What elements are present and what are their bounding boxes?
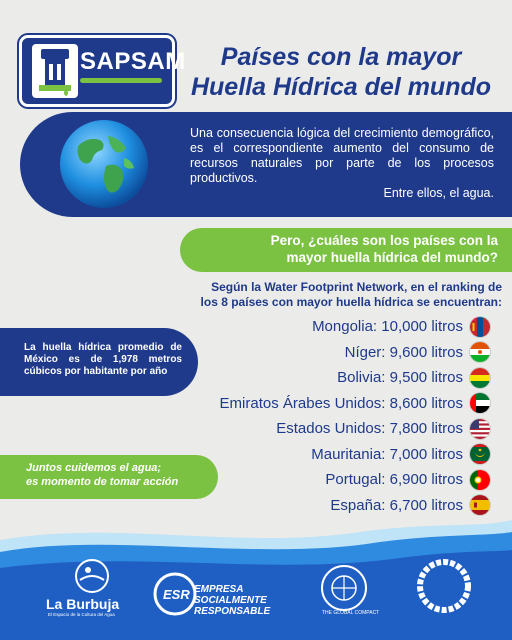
logo-text: SAPSAM: [80, 48, 186, 75]
list-item: [190, 391, 490, 417]
bolivia-flag-icon: [470, 368, 490, 388]
la-burbuja-subtitle: El Espacio de la Cultura del Agua: [48, 612, 115, 617]
la-burbuja-icon: [76, 560, 108, 592]
ranking-intro: [200, 280, 502, 310]
sapsam-logo: [22, 38, 186, 104]
title-line-1: Países con la mayor: [220, 43, 462, 71]
global-compact-icon: [322, 566, 366, 610]
intro-text: [190, 126, 494, 201]
global-compact-label: THE GLOBAL COMPACT: [322, 610, 380, 616]
question-line-1: Pero, ¿cuáles son los países con la: [270, 233, 498, 248]
intro-paragraph: Una consecuencia lógica del crecimiento demográfico, es el correspondiente aumento del consumo de recursos naturales por parte de los procesos productivos.: [190, 126, 494, 185]
title-line-2: Huella Hídrica del mundo: [190, 73, 492, 101]
care-note-line-1: Juntos cuidemos el agua;: [26, 462, 162, 474]
ranking-text: Emiratos Árabes Unidos: 8,600 litros: [219, 394, 463, 412]
esr-logo-icon: [155, 574, 195, 614]
uae-flag-icon: [470, 393, 490, 413]
page-title: [186, 42, 496, 102]
ranking-text: Níger: 9,600 litros: [344, 343, 463, 361]
esr-line-3: RESPONSABLE: [194, 606, 271, 617]
water-tower-icon: [32, 44, 78, 98]
list-item: [190, 340, 490, 366]
usa-flag-icon: [470, 419, 490, 439]
esr-label: [194, 584, 270, 617]
esr-line-1: EMPRESA: [194, 584, 244, 595]
mexico-note-text: La huella hídrica promedio de México es de 1,978 metros cúbicos por habitante por año: [24, 342, 182, 377]
list-item: [190, 467, 490, 493]
niger-flag-icon: [470, 342, 490, 362]
ranking-intro-line-2: los 8 países con mayor huella hídrica se encuentran:: [200, 295, 502, 309]
care-note-text: [26, 461, 216, 489]
intro-paragraph-end: Entre ellos, el agua.: [383, 186, 494, 200]
mongolia-flag-icon: [470, 317, 490, 337]
ranking-text: Mongolia: 10,000 litros: [312, 318, 463, 336]
ranking-text: Bolivia: 9,500 litros: [337, 369, 463, 387]
list-item: [190, 365, 490, 391]
list-item: [190, 442, 490, 468]
ranking-text: España: 6,700 litros: [330, 496, 463, 514]
ranking-text: Portugal: 6,900 litros: [325, 471, 463, 489]
list-item: [190, 314, 490, 340]
list-item: [190, 416, 490, 442]
care-note-line-2: es momento de tomar acción: [26, 476, 179, 488]
sdg-wheel-icon: [420, 562, 468, 610]
esr-line-2: SOCIALMENTE: [194, 595, 267, 606]
question-line-2: mayor huella hídrica del mundo?: [286, 250, 498, 265]
globe-icon: [58, 118, 150, 210]
mauritania-flag-icon: [470, 444, 490, 464]
svg-text:ESR: ESR: [163, 587, 190, 602]
ranking-intro-line-1: Según la Water Footprint Network, en el ranking de: [211, 280, 502, 294]
question-text: [196, 232, 498, 266]
la-burbuja-label: La Burbuja: [46, 596, 120, 612]
portugal-flag-icon: [470, 470, 490, 490]
ranking-list: [190, 314, 490, 518]
logo-underline: [80, 78, 162, 83]
ranking-text: Mauritania: 7,000 litros: [311, 445, 463, 463]
ranking-text: Estados Unidos: 7,800 litros: [276, 420, 463, 438]
